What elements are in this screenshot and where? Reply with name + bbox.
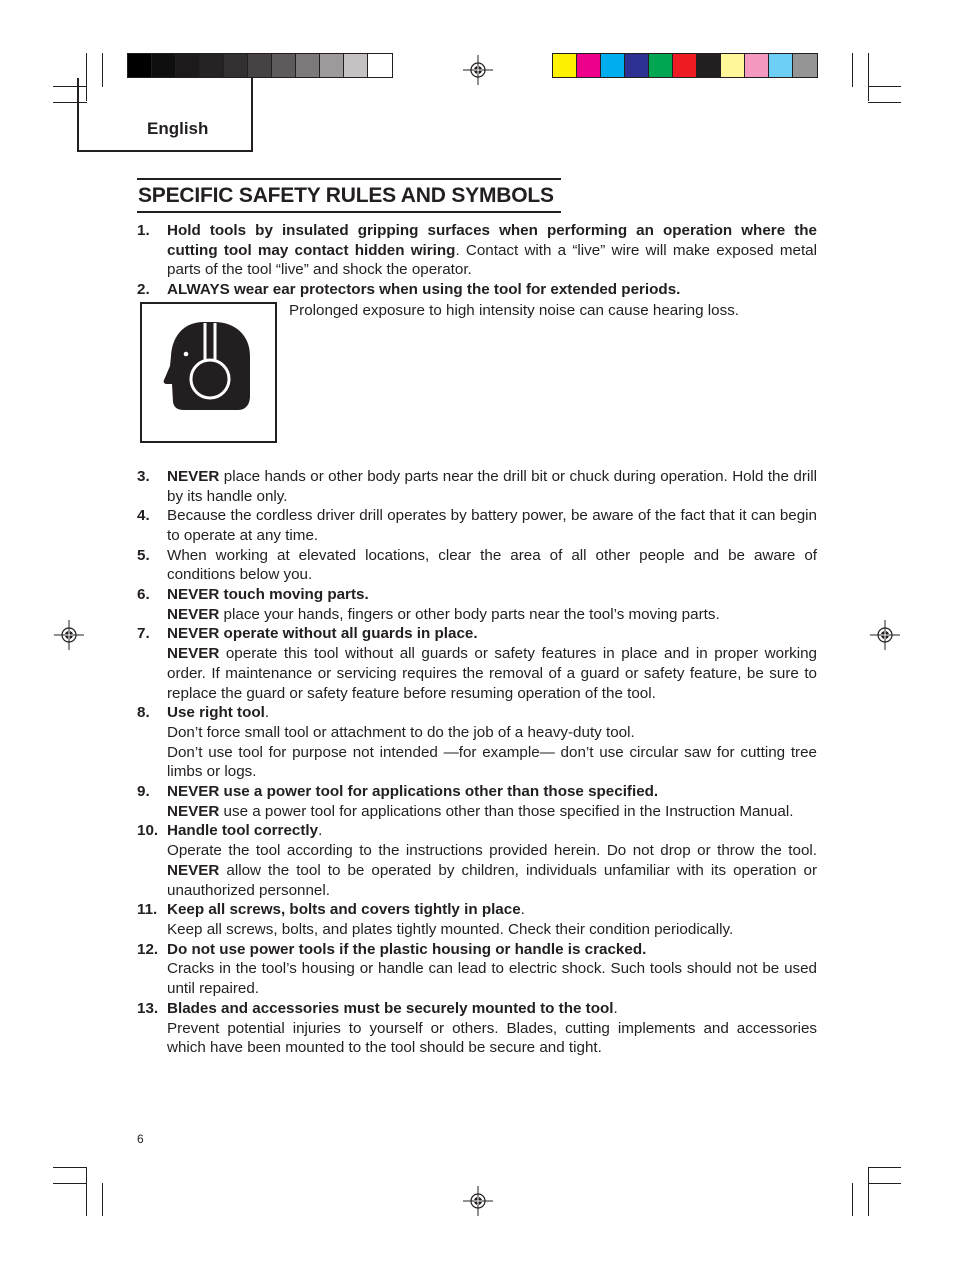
rule-emphasis: NEVER xyxy=(167,802,220,820)
rule-text: use a power tool for applications other than those specified in the Instruction Manual. xyxy=(219,802,794,820)
rule-item xyxy=(137,821,817,900)
rule-text: operate this tool without all guards or safety features in place and in proper working order. If maintenance or servicing requires the removal of a guard or safety feature, be sure to replace the guard or safety feature before resuming operation of the tool. xyxy=(167,645,817,702)
rule-heading: NEVER touch moving parts. xyxy=(167,586,369,604)
color-swatch xyxy=(793,54,817,77)
crop-mark xyxy=(53,1167,87,1168)
rule-body xyxy=(167,605,817,625)
color-swatch xyxy=(721,54,745,77)
crop-mark xyxy=(868,1183,901,1184)
rule-heading-tail: . xyxy=(520,901,525,919)
registration-mark-icon xyxy=(463,55,493,85)
rule-heading: NEVER xyxy=(167,467,220,485)
rule-item xyxy=(137,585,817,624)
color-swatch xyxy=(152,54,176,77)
color-swatch xyxy=(649,54,673,77)
rule-heading-line xyxy=(167,999,817,1019)
section-title-box xyxy=(137,178,561,213)
rule-text: Don’t use tool for purpose not intended —for example— don’t use circular saw for cutting tree limbs or logs. xyxy=(167,743,817,781)
rule-item xyxy=(137,506,817,545)
crop-mark xyxy=(868,102,901,103)
rule-heading: Hold tools by insulated gripping surfaces when performing an operation where the cutting tool may contact hidden wiring xyxy=(167,222,817,259)
crop-mark xyxy=(852,1183,853,1216)
registration-mark-icon xyxy=(54,620,84,650)
rule-heading-line xyxy=(167,821,817,841)
rule-text: Cracks in the tool’s housing or handle can lead to electric shock. Such tools should not be used until repaired. xyxy=(167,960,817,998)
color-swatch xyxy=(200,54,224,77)
rule-heading: Use right tool xyxy=(167,704,265,722)
page-title: SPECIFIC SAFETY RULES AND SYMBOLS xyxy=(138,184,554,207)
rule-heading-line xyxy=(167,900,817,920)
rule-number: 4. xyxy=(137,507,150,525)
grayscale-color-bar xyxy=(127,53,393,78)
rule-heading: Do not use power tools if the plastic housing or handle is cracked. xyxy=(167,940,647,958)
rule-item xyxy=(137,999,817,1058)
crop-mark xyxy=(868,1167,901,1168)
crop-mark xyxy=(868,53,869,101)
color-swatch xyxy=(673,54,697,77)
rule-text: When working at elevated locations, clear the area of all other people and be aware of conditions below you. xyxy=(167,546,817,584)
page-number: 6 xyxy=(137,1132,144,1146)
rule-heading: ALWAYS wear ear protectors when using the tool for extended periods. xyxy=(167,281,681,299)
rule-text: Because the cordless driver drill operates by battery power, be aware of the fact that it can begin to operate at any time. xyxy=(167,507,817,544)
rule-heading-tail: . xyxy=(613,999,618,1017)
rule-heading: NEVER operate without all guards in place. xyxy=(167,625,478,643)
ear-protection-symbol-box xyxy=(140,302,277,443)
rule-text: Prolonged exposure to high intensity noise can cause hearing loss. xyxy=(289,301,740,319)
color-swatch xyxy=(344,54,368,77)
rule-emphasis: NEVER xyxy=(167,605,220,623)
color-swatch xyxy=(577,54,601,77)
color-swatch xyxy=(769,54,793,77)
rule-emphasis: NEVER xyxy=(167,861,220,879)
color-swatch xyxy=(368,54,392,77)
color-swatch xyxy=(224,54,248,77)
crop-mark xyxy=(868,86,901,87)
color-swatch xyxy=(272,54,296,77)
rule-item xyxy=(137,280,817,300)
rule-item xyxy=(137,221,817,280)
rule-emphasis: NEVER xyxy=(167,645,220,663)
rule-text: Prevent potential injuries to yourself or others. Blades, cutting implements and accessories which have been mounted to the tool should be secure and tight. xyxy=(167,1019,817,1057)
color-swatch xyxy=(601,54,625,77)
color-swatch xyxy=(248,54,272,77)
rule-number: 13. xyxy=(137,999,159,1017)
rule-number: 12. xyxy=(137,940,159,958)
language-label: English xyxy=(147,119,209,138)
rule-item xyxy=(137,900,817,939)
rule-item xyxy=(137,782,817,821)
rule-heading-tail: . xyxy=(318,822,323,840)
rule-heading: Blades and accessories must be securely mounted to the tool xyxy=(167,999,614,1017)
language-tab xyxy=(77,78,253,152)
color-swatch xyxy=(745,54,769,77)
rule-number: 9. xyxy=(137,783,150,801)
color-swatch xyxy=(176,54,200,77)
rule-body xyxy=(167,802,817,822)
color-swatch xyxy=(296,54,320,77)
registration-mark-icon xyxy=(870,620,900,650)
color-swatch xyxy=(128,54,152,77)
rule-number: 1. xyxy=(137,222,150,239)
rule-text: Operate the tool according to the instructions provided herein. Do not drop or throw the tool. xyxy=(167,842,817,860)
color-swatch xyxy=(697,54,721,77)
rule-heading-tail: . xyxy=(264,704,270,722)
color-swatch xyxy=(553,54,577,77)
rule-number: 10. xyxy=(137,822,159,840)
rule-item xyxy=(137,703,817,782)
ear-protection-block xyxy=(137,301,817,459)
rule-text: . Contact with a “live” wire will make exposed metal parts of the tool “live” and shock the operator. xyxy=(167,241,817,279)
color-swatch xyxy=(320,54,344,77)
crop-mark xyxy=(102,1183,103,1216)
rule-heading-line xyxy=(167,703,817,723)
crop-mark xyxy=(868,1168,869,1216)
rule-number: 6. xyxy=(137,586,150,604)
ear-protection-icon xyxy=(142,304,275,441)
process-color-bar xyxy=(552,53,818,78)
registration-mark-icon xyxy=(463,1186,493,1216)
color-swatch xyxy=(625,54,649,77)
crop-mark xyxy=(86,1168,87,1216)
rule-item xyxy=(137,940,817,999)
rule-number: 11. xyxy=(137,901,158,919)
rule-heading: Keep all screws, bolts and covers tightly in place xyxy=(167,901,521,919)
rule-item xyxy=(137,467,817,506)
rule-number: 3. xyxy=(137,467,150,485)
rule-body xyxy=(167,644,817,703)
rule-text: place hands or other body parts near the drill bit or chuck during operation. Hold the drill by its handle only. xyxy=(167,467,817,505)
rule-heading: NEVER use a power tool for applications other than those specified. xyxy=(167,783,659,801)
rule-number: 8. xyxy=(137,704,150,722)
crop-mark xyxy=(53,1183,87,1184)
rule-body xyxy=(167,841,817,900)
rule-text: Keep all screws, bolts, and plates tightly mounted. Check their condition periodically. xyxy=(167,920,734,938)
rule-item xyxy=(137,546,817,585)
rule-item xyxy=(137,624,817,703)
rule-text: place your hands, fingers or other body parts near the tool’s moving parts. xyxy=(219,605,720,623)
rule-number: 5. xyxy=(137,546,150,564)
rule-heading: Handle tool correctly xyxy=(167,822,319,840)
rule-text: Don’t force small tool or attachment to do the job of a heavy-duty tool. xyxy=(167,723,635,741)
crop-mark xyxy=(852,53,853,87)
safety-rules-list xyxy=(137,221,817,1058)
rule-number: 7. xyxy=(137,625,150,643)
rule-text: allow the tool to be operated by children, individuals unfamiliar with its operation or unauthorized personnel. xyxy=(167,861,817,899)
rule-number: 2. xyxy=(137,281,150,299)
